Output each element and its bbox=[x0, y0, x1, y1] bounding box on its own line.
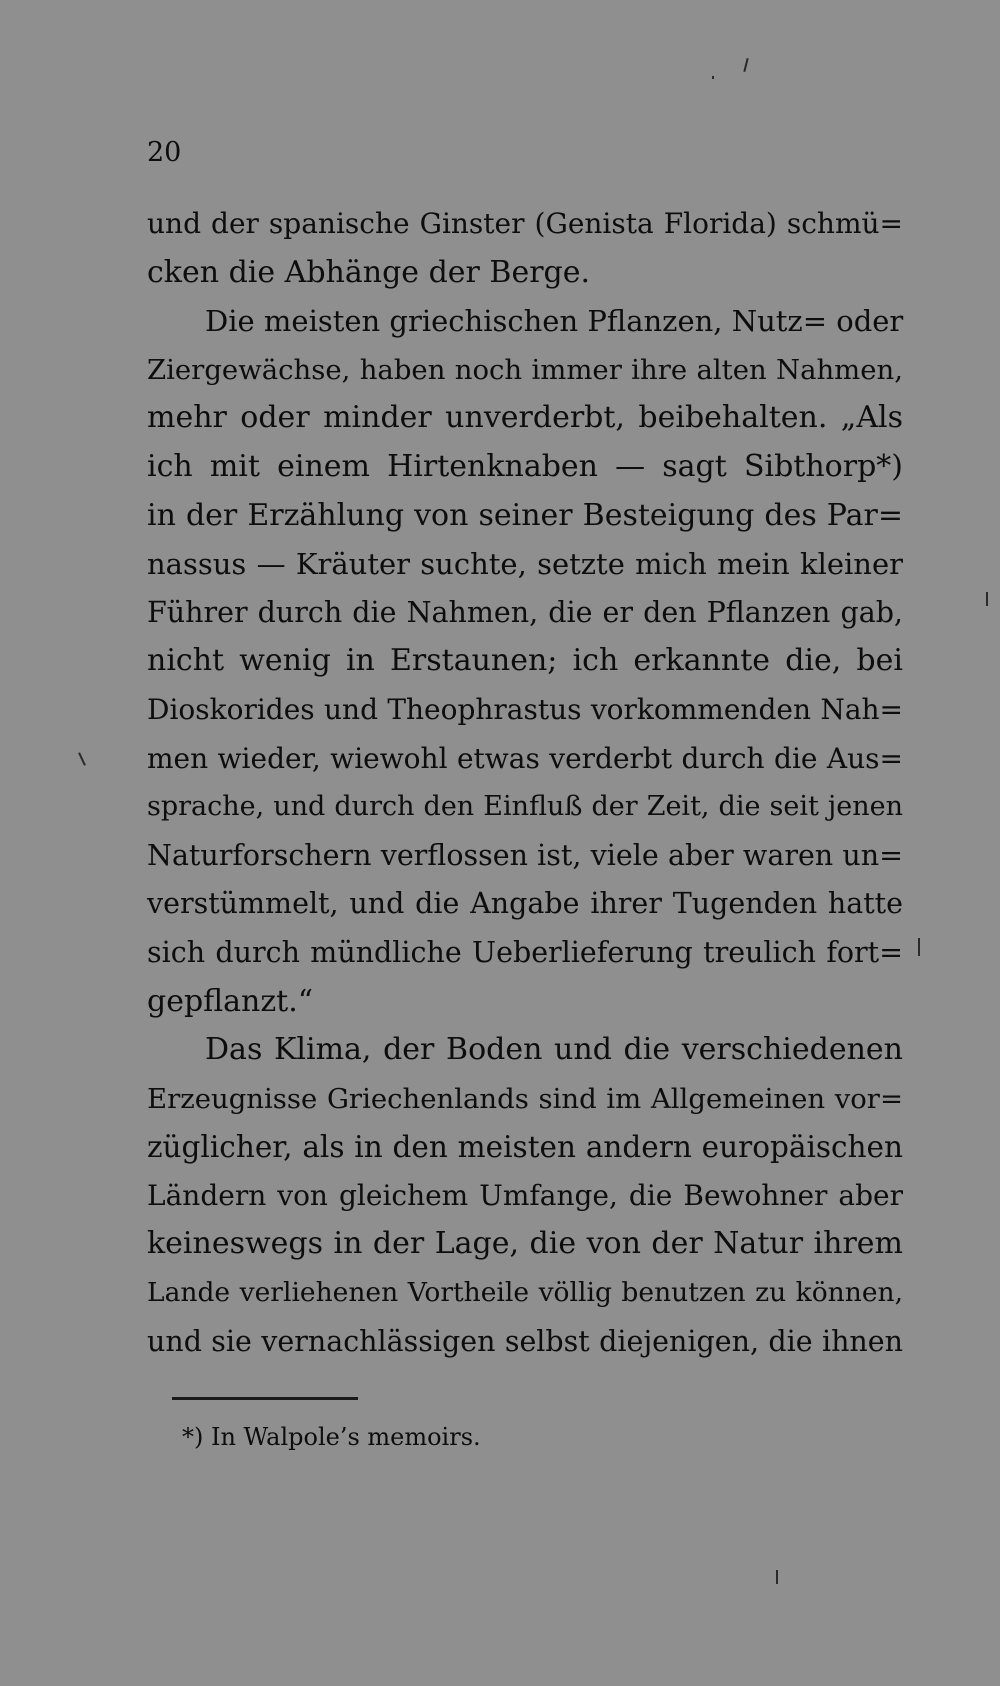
text-line: Ländern von gleichem Umfange, die Bewohner aber bbox=[147, 1178, 903, 1212]
text-line: züglicher, als in den meisten andern europäischen bbox=[147, 1130, 903, 1165]
text-line: nassus — Kräuter suchte, setzte mich mein kleiner bbox=[147, 547, 903, 582]
text-line: gepflanzt.“ bbox=[147, 983, 314, 1019]
text-line: ich mit einem Hirtenknaben — sagt Sibthorp*) bbox=[147, 448, 903, 484]
text-line: sich durch mündliche Ueberlieferung treulich fort= bbox=[147, 935, 903, 969]
body-text bbox=[147, 200, 903, 1366]
text-line: cken die Abhänge der Berge. bbox=[147, 254, 591, 290]
text-line: Erzeugnisse Griechenlands sind im Allgemeinen vor= bbox=[147, 1082, 903, 1115]
text-line: Naturforschern verflossen ist, viele aber waren un= bbox=[147, 838, 903, 872]
scan-speck bbox=[712, 76, 714, 79]
text-line: verstümmelt, und die Angabe ihrer Tugenden hatte bbox=[147, 887, 903, 921]
text-line: Dioskorides und Theophrastus vorkommenden Nah= bbox=[147, 692, 903, 726]
footnote: *) In Walpole’s memoirs. bbox=[182, 1423, 481, 1451]
scan-speck bbox=[743, 58, 748, 72]
scan-speck bbox=[78, 752, 86, 766]
text-line: Lande verliehenen Vortheile völlig benutzen zu können, bbox=[147, 1277, 903, 1309]
text-line: Führer durch die Nahmen, die er den Pflanzen gab, bbox=[147, 595, 903, 629]
text-line: sprache, und durch den Einfluß der Zeit, die seit jenen bbox=[147, 791, 903, 823]
text-line: Ziergewächse, haben noch immer ihre alten Nahmen, bbox=[147, 353, 903, 386]
text-line: keineswegs in der Lage, die von der Natur ihrem bbox=[147, 1226, 903, 1262]
text-line: men wieder, wiewohl etwas verderbt durch die Aus= bbox=[147, 741, 903, 775]
text-line: mehr oder minder unverderbt, beibehalten. „Als bbox=[147, 400, 903, 436]
text-line: und der spanische Ginster (Genista Florida) schmü= bbox=[147, 207, 903, 240]
text-line: nicht wenig in Erstaunen; ich erkannte die, bei bbox=[147, 643, 903, 679]
text-line: und sie vernachlässigen selbst diejenigen, die ihnen bbox=[147, 1324, 903, 1358]
paragraph-first-line: Die meisten griechischen Pflanzen, Nutz= oder bbox=[205, 304, 904, 339]
text-line: in der Erzählung von seiner Besteigung des Par= bbox=[147, 497, 903, 533]
footnote-divider bbox=[172, 1397, 358, 1400]
scan-speck bbox=[986, 592, 988, 606]
page-number: 20 bbox=[147, 137, 182, 168]
scan-speck bbox=[918, 938, 920, 956]
scan-speck bbox=[776, 1570, 778, 1584]
paragraph-first-line: Das Klima, der Boden und die verschiedenen bbox=[205, 1032, 903, 1068]
